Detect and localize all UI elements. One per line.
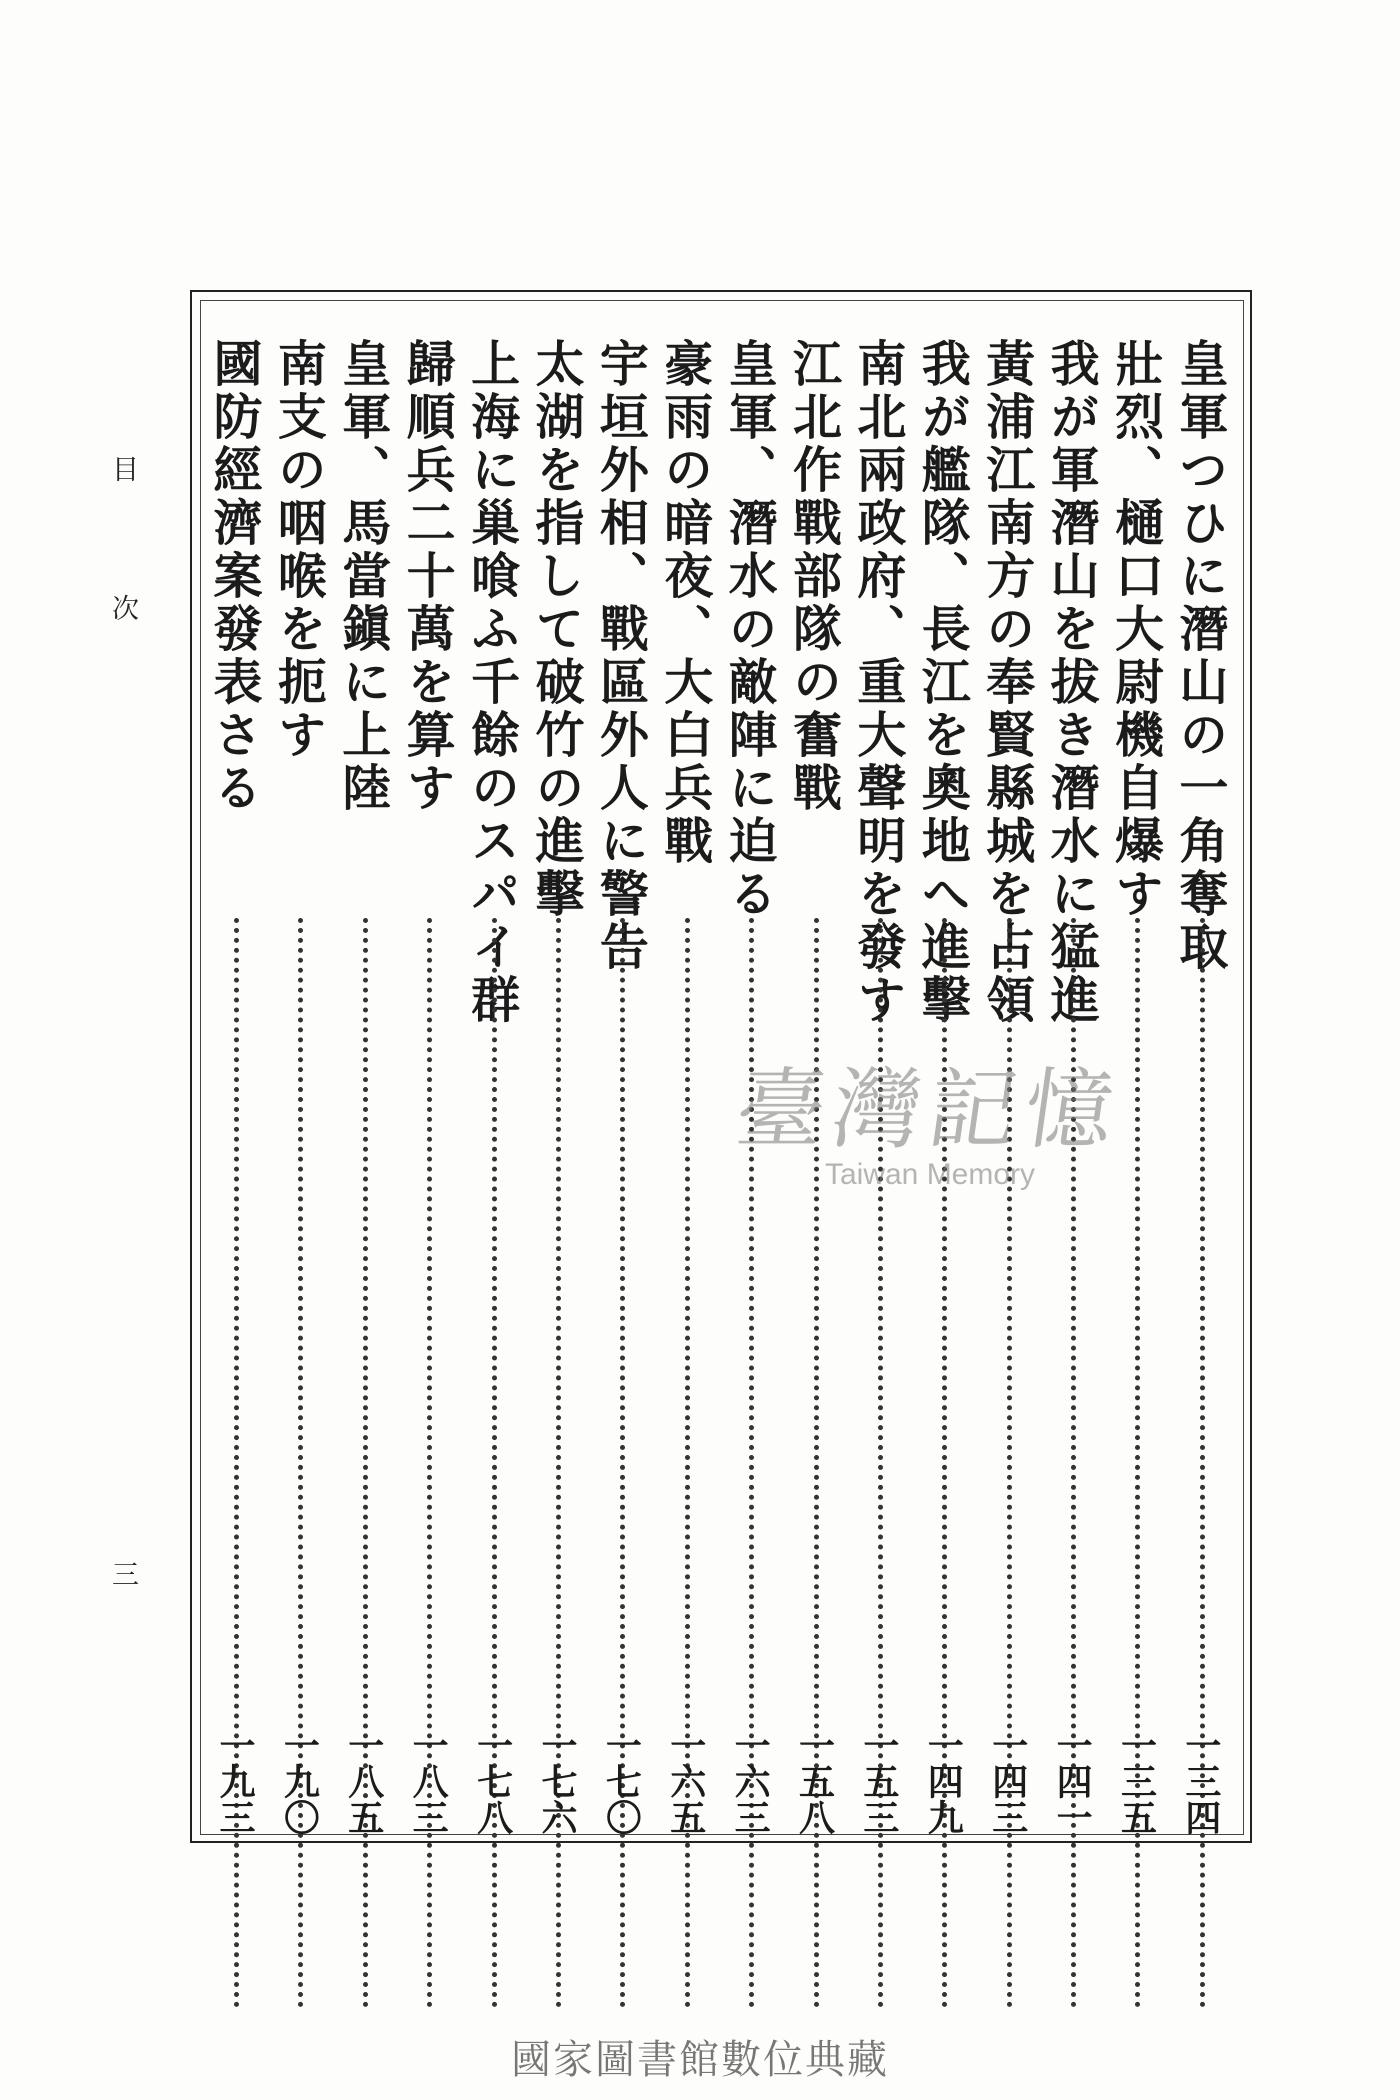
toc-entry-title: 我が艦隊、長江を奧地へ進擊 — [914, 338, 973, 1027]
toc-entry-title: 江北作戰部隊の奮戰 — [785, 338, 844, 815]
dot-leader — [556, 918, 561, 2008]
toc-entry[interactable] — [205, 338, 265, 1835]
toc-entry[interactable] — [398, 338, 458, 1835]
dot-leader — [620, 918, 625, 2008]
toc-entry-title: 豪雨の暗夜、大白兵戰 — [656, 338, 715, 868]
toc-entry-title: 黃浦江南方の奉賢縣城を占領 — [978, 338, 1037, 1027]
toc-entry[interactable] — [463, 338, 523, 1835]
toc-entry-page: 一四九 — [922, 1727, 965, 1835]
toc-entry[interactable] — [269, 338, 329, 1835]
watermark-logo — [730, 1040, 1130, 1192]
toc-entry-page: 一四三 — [986, 1727, 1029, 1835]
toc-entry-page: 一三四 — [1179, 1727, 1222, 1835]
toc-entry-page: 一八三 — [407, 1727, 450, 1835]
toc-entry-page: 一七六 — [535, 1727, 578, 1835]
toc-entry-title: 皇軍つひに潛山の一角奪取 — [1171, 338, 1230, 974]
toc-entry-title: 太湖を指して破竹の進擊 — [527, 338, 586, 921]
toc-entry[interactable] — [1171, 338, 1231, 1835]
watermark-en: Taiwan Memory — [824, 1158, 1036, 1191]
toc-entry[interactable] — [591, 338, 651, 1835]
toc-entry-title: 國防經濟案發表さる — [206, 338, 264, 815]
watermark-cjk: 臺灣記憶 — [729, 1058, 1129, 1161]
dot-leader — [363, 918, 368, 2008]
dot-leader — [492, 918, 497, 2008]
footer-credit: 國家圖書館數位典藏 — [511, 2037, 889, 2083]
toc-entry-page: 一五八 — [793, 1727, 836, 1835]
toc-entry-page: 一九三 — [214, 1727, 256, 1835]
toc-entry-page: 一九〇 — [278, 1727, 321, 1835]
toc-entry-title: 歸順兵二十萬を算す — [399, 338, 458, 815]
toc-entry-title: 南支の咽喉を扼す — [270, 338, 329, 762]
toc-entry-title: 宇垣外相、戰區外人に警告 — [592, 338, 651, 974]
toc-entry-title: 皇軍、馬當鎭に上陸 — [334, 338, 393, 815]
dot-leader — [298, 918, 303, 2008]
toc-entry-page: 一五三 — [857, 1727, 900, 1835]
toc-entry-title: 我が軍潛山を拔き潛水に猛進 — [1043, 338, 1102, 1027]
toc-entry[interactable] — [334, 338, 394, 1835]
dot-leader — [234, 918, 239, 2008]
toc-entry-title: 皇軍、潛水の敵陣に迫る — [721, 338, 780, 921]
toc-entry-page: 一四一 — [1051, 1727, 1094, 1835]
page-folio: 三 — [107, 1560, 138, 1587]
running-head: 目次 — [107, 455, 138, 733]
dot-leader — [1200, 918, 1205, 2008]
toc-entry-page: 一七〇 — [600, 1727, 643, 1835]
toc-entry[interactable] — [527, 338, 587, 1835]
dot-leader — [427, 918, 432, 2008]
toc-entry-title: 壯烈、樋口大尉機自爆す — [1107, 338, 1166, 921]
toc-entry-page: 一六三 — [729, 1727, 772, 1835]
toc-entry-page: 一六五 — [664, 1727, 707, 1835]
toc-entry-page: 一三五 — [1115, 1727, 1158, 1835]
toc-entry-title: 南北兩政府、重大聲明を發す — [849, 338, 908, 1027]
toc-entry-page: 一八五 — [342, 1727, 385, 1835]
dot-leader — [685, 918, 690, 2008]
toc-entry-title: 上海に巢喰ふ千餘のスパイ群 — [463, 338, 522, 1027]
toc-entry[interactable] — [656, 338, 716, 1835]
dot-leader — [1135, 918, 1140, 2008]
toc-entry-page: 一七八 — [471, 1727, 514, 1835]
